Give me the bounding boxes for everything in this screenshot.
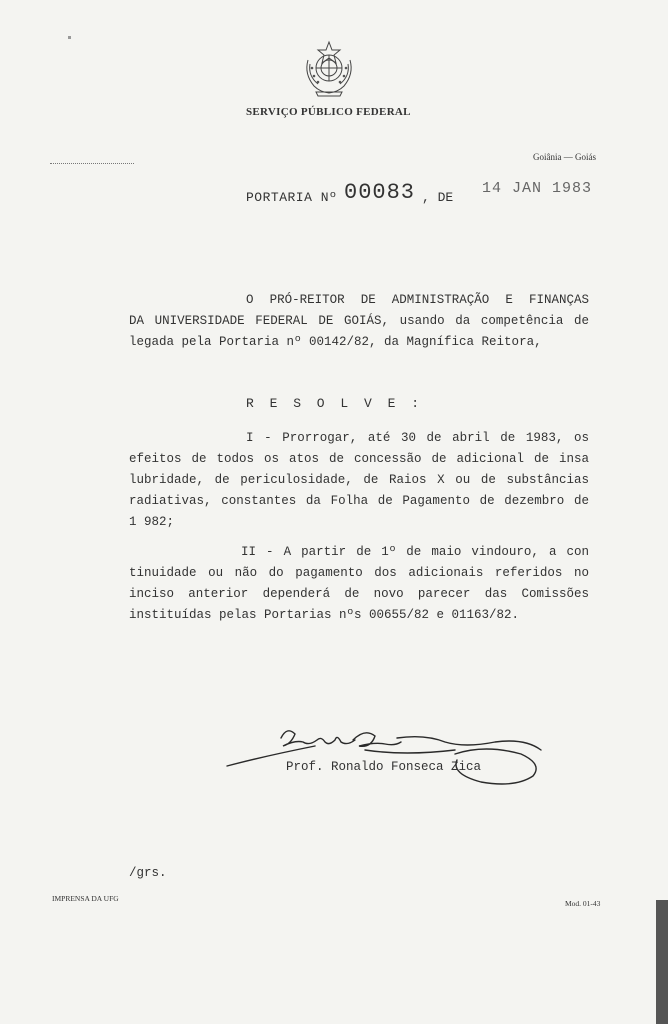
article-one-line: I - Prorrogar, até 30 de abril de 1983, os	[246, 431, 589, 445]
portaria-number: 00083	[344, 180, 416, 205]
institution-header: SERVIÇO PÚBLICO FEDERAL	[246, 106, 411, 118]
preamble-line: DA UNIVERSIDADE FEDERAL DE GOIÁS, usando da competência de	[129, 314, 589, 328]
printer-imprint: IMPRENSA DA UFG	[52, 894, 119, 903]
article-one-line: efeitos de todos os atos de concessão de adicional de insa	[129, 452, 589, 466]
article-two-line: tinuidade ou não do pagamento dos adicionais referidos no	[129, 566, 589, 580]
preamble-line: O PRÓ-REITOR DE ADMINISTRAÇÃO E FINANÇAS	[246, 293, 589, 307]
portaria-label: PORTARIA Nº	[246, 190, 338, 205]
resolve-heading: R E S O L V E :	[246, 396, 424, 411]
preamble-line: legada pela Portaria nº 00142/82, da Magnífica Reitora,	[129, 335, 542, 349]
corner-speck	[68, 36, 71, 39]
article-two-line: inciso anterior dependerá de novo parecer das Comissões	[129, 587, 589, 601]
handwritten-signature	[225, 720, 545, 790]
form-code: Mod. 01-43	[565, 899, 601, 908]
article-one-line: 1 982;	[129, 515, 175, 529]
article-two-line: instituídas pelas Portarias nºs 00655/82 e 01163/82.	[129, 608, 520, 622]
article-two-paragraph	[129, 542, 589, 626]
article-one-paragraph	[129, 428, 589, 533]
typist-initials: /grs.	[129, 866, 167, 880]
article-one-line: radiativas, constantes da Folha de Pagamento de dezembro de	[129, 494, 589, 508]
portaria-de-label: , DE	[422, 190, 454, 205]
preamble-paragraph	[129, 290, 589, 353]
city-location: Goiânia — Goiás	[533, 152, 596, 162]
article-one-line: lubridade, de periculosidade, de Raios X ou de substâncias	[129, 473, 589, 487]
brazil-coat-of-arms-icon	[300, 38, 358, 98]
signer-name: Prof. Ronaldo Fonseca Zica	[286, 760, 482, 774]
article-two-line: II - A partir de 1º de maio vindouro, a con	[241, 545, 589, 559]
dotted-line	[50, 163, 134, 164]
date-stamp: 14 JAN 1983	[482, 180, 593, 197]
scan-edge-shadow	[656, 900, 668, 1024]
